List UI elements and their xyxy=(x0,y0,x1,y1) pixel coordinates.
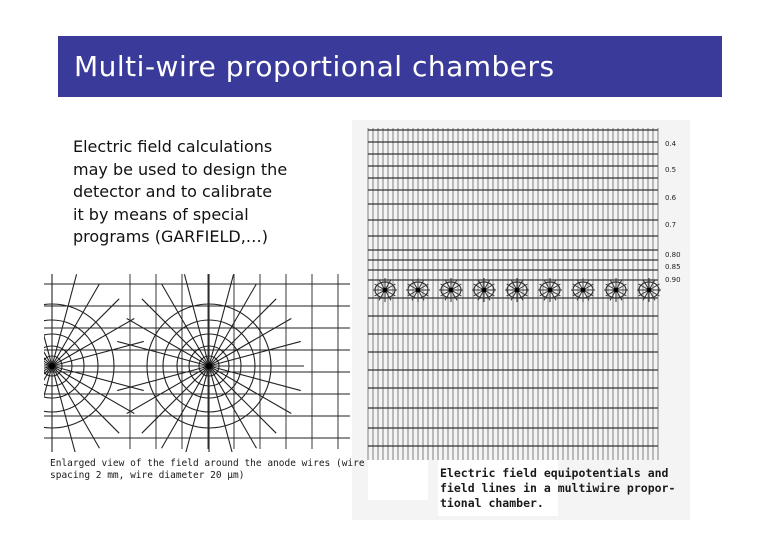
multiwire-field-diagram xyxy=(352,120,690,520)
left-figure-caption xyxy=(50,458,365,482)
anode-wire-left xyxy=(49,363,55,369)
caption-line: field lines in a multiwire propor- xyxy=(440,481,676,495)
slide-title-bar xyxy=(58,36,722,97)
body-line: programs (GARFIELD,…) xyxy=(73,227,269,246)
caption-line: Electric field equipotentials and xyxy=(440,466,669,480)
equipotential-label: 0.5 xyxy=(665,166,677,174)
slide-title: Multi-wire proportional chambers xyxy=(74,50,555,83)
body-line: detector and to calibrate xyxy=(73,182,273,201)
caption-line: Enlarged view of the field around the anode wires (wire xyxy=(50,458,365,469)
equipotential-label: 0.6 xyxy=(665,194,677,202)
equipotential-label: 0.4 xyxy=(665,140,677,148)
body-line: it by means of special xyxy=(73,204,249,224)
caption-line: spacing 2 mm, wire diameter 20 µm) xyxy=(50,470,245,481)
body-line: Electric field calculations xyxy=(73,137,273,156)
caption-line: tional chamber. xyxy=(440,496,544,510)
equipotential-label: 0.90 xyxy=(665,276,681,284)
body-line: may be used to design the xyxy=(73,159,288,179)
equipotential-label: 0.7 xyxy=(665,221,677,229)
right-figure-caption xyxy=(440,466,675,511)
equipotential-label: 0.80 xyxy=(665,251,681,259)
body-text xyxy=(73,136,343,249)
anode-wire-center xyxy=(206,363,212,369)
equipotential-label: 0.85 xyxy=(665,263,681,271)
